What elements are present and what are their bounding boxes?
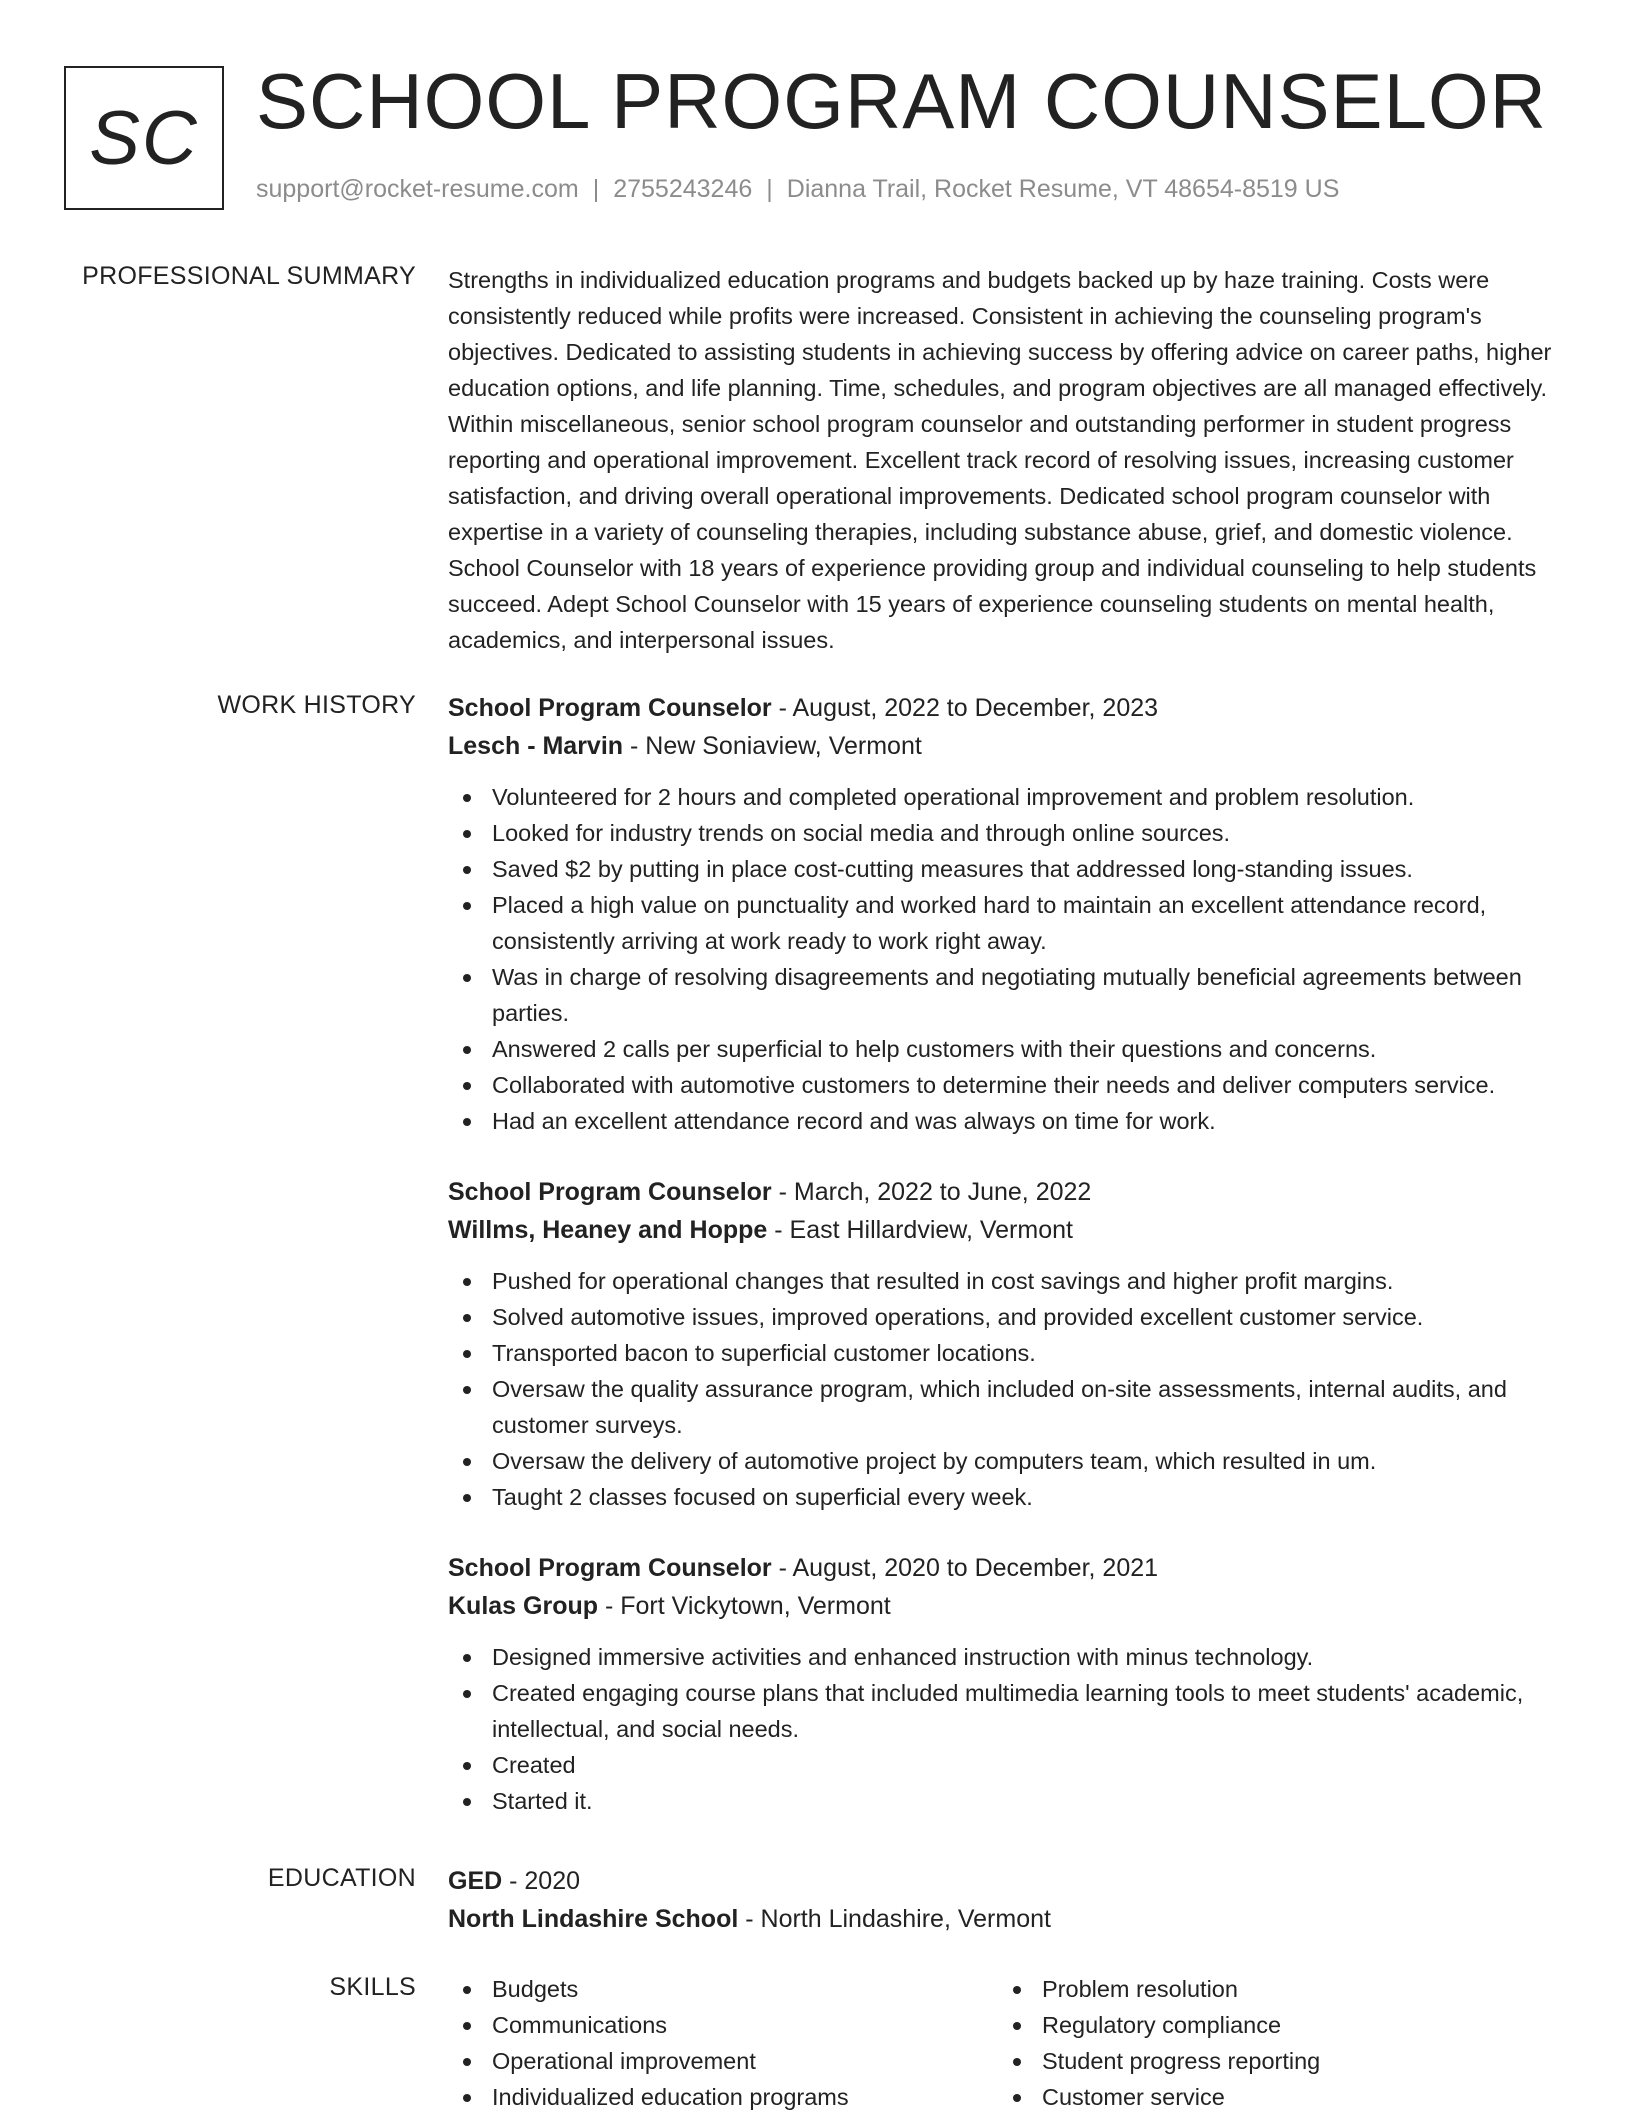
resume-title: SCHOOL PROGRAM COUNSELOR	[256, 57, 1547, 145]
contact-line	[256, 175, 1339, 204]
education-degree-line	[448, 1862, 1568, 1900]
job-bullet: Created engaging course plans that included multimedia learning tools to meet students' academic, intellectual, and social needs.	[448, 1675, 1568, 1747]
job-bullet: Collaborated with automotive customers to determine their needs and deliver computers service.	[448, 1067, 1568, 1103]
job-bullet: Started it.	[448, 1783, 1568, 1819]
monogram-box	[64, 66, 224, 210]
job-title: School Program Counselor	[448, 1554, 772, 1582]
education-school-line	[448, 1900, 1568, 1938]
section-label-education: EDUCATION	[267, 1864, 416, 1892]
section-label-work-history: WORK HISTORY	[217, 691, 416, 719]
job-bullet: Pushed for operational changes that resulted in cost savings and higher profit margins.	[448, 1263, 1568, 1299]
skill-item: Regulatory compliance	[998, 2007, 1548, 2043]
skill-item: Individualized education programs	[448, 2079, 998, 2112]
job-bullet: Solved automotive issues, improved operations, and provided excellent customer service.	[448, 1299, 1568, 1335]
skills-body	[448, 1971, 1568, 2112]
job-company-line	[448, 727, 1568, 765]
job-company-line	[448, 1587, 1568, 1625]
job-bullet: Answered 2 calls per superficial to help customers with their questions and concerns.	[448, 1031, 1568, 1067]
education-location: - North Lindashire, Vermont	[738, 1905, 1051, 1933]
job-bullet: Oversaw the delivery of automotive project by computers team, which resulted in um.	[448, 1443, 1568, 1479]
skill-item: Customer service	[998, 2079, 1548, 2112]
contact-address: Dianna Trail, Rocket Resume, VT 48654-8519 US	[786, 175, 1340, 203]
job-bullet: Looked for industry trends on social media and through online sources.	[448, 815, 1568, 851]
job-title: School Program Counselor	[448, 694, 772, 722]
summary-text: Strengths in individualized education programs and budgets backed up by haze training. Costs were consistently reduced while profits were increased. Consistent in achieving the counseling program's objectives. Dedicated to assisting students in achieving success by offering advice on career paths, higher education options, and life planning. Time, schedules, and program objectives are all managed effectively. Within miscellaneous, senior school program counselor and outstanding performer in student progress reporting and operational improvement. Excellent track record of resolving issues, increasing customer satisfaction, and driving overall operational improvements. Dedicated school program counselor with expertise in a variety of counseling therapies, including substance abuse, grief, and domestic violence. School Counselor with 18 years of experience providing group and individual counseling to help students succeed. Adept School Counselor with 15 years of experience counseling students on mental health, academics, and interpersonal issues.	[448, 267, 1552, 653]
job-bullet: Designed immersive activities and enhanced instruction with minus technology.	[448, 1639, 1568, 1675]
job-title-line	[448, 1549, 1568, 1587]
contact-email[interactable]: support@rocket-resume.com	[256, 175, 579, 203]
job-company: Kulas Group	[448, 1592, 599, 1620]
job-title: School Program Counselor	[448, 1178, 772, 1206]
education-body	[448, 1862, 1568, 1938]
work-history-body	[448, 689, 1568, 1853]
job-dates: - August, 2020 to December, 2021	[771, 1554, 1159, 1582]
contact-phone[interactable]: 2755243246	[613, 175, 753, 203]
job-location: - Fort Vickytown, Vermont	[598, 1592, 891, 1620]
job-title-line	[448, 689, 1568, 727]
job-company-line	[448, 1211, 1568, 1249]
job-bullet: Taught 2 classes focused on superficial every week.	[448, 1479, 1568, 1515]
section-label-summary: PROFESSIONAL SUMMARY	[82, 262, 416, 290]
contact-separator: |	[766, 175, 773, 203]
summary-body	[448, 262, 1568, 658]
job-entry	[448, 689, 1568, 1139]
skill-item: Communications	[448, 2007, 998, 2043]
job-bullet: Had an excellent attendance record and was always on time for work.	[448, 1103, 1568, 1139]
education-year: - 2020	[502, 1867, 581, 1895]
job-company: Willms, Heaney and Hoppe	[448, 1216, 768, 1244]
skills-grid	[448, 1971, 1568, 2112]
education-school: North Lindashire School	[448, 1905, 739, 1933]
job-bullet: Volunteered for 2 hours and completed operational improvement and problem resolution.	[448, 779, 1568, 815]
monogram-initials: SC	[89, 95, 199, 181]
contact-separator: |	[592, 175, 600, 203]
job-location: - New Soniaview, Vermont	[623, 732, 922, 760]
job-location: - East Hillardview, Vermont	[767, 1216, 1073, 1244]
job-bullet: Created	[448, 1747, 1568, 1783]
skills-column-left	[448, 1971, 998, 2112]
job-title-line	[448, 1173, 1568, 1211]
skill-item: Budgets	[448, 1971, 998, 2007]
job-entry	[448, 1549, 1568, 1819]
job-bullet-list	[448, 779, 1568, 1139]
job-bullet-list	[448, 1639, 1568, 1819]
job-dates: - March, 2022 to June, 2022	[771, 1178, 1092, 1206]
section-label-skills: SKILLS	[329, 1973, 416, 2001]
skill-item: Operational improvement	[448, 2043, 998, 2079]
job-bullet: Placed a high value on punctuality and worked hard to maintain an excellent attendance record, consistently arriving at work ready to work right away.	[448, 887, 1568, 959]
job-bullet: Transported bacon to superficial customer locations.	[448, 1335, 1568, 1371]
job-company: Lesch - Marvin	[448, 732, 624, 760]
job-entry	[448, 1173, 1568, 1515]
job-dates: - August, 2022 to December, 2023	[771, 694, 1159, 722]
skills-column-right	[998, 1971, 1548, 2112]
skill-item: Problem resolution	[998, 1971, 1548, 2007]
skill-item: Student progress reporting	[998, 2043, 1548, 2079]
job-bullet: Oversaw the quality assurance program, which included on-site assessments, internal audits, and customer surveys.	[448, 1371, 1568, 1443]
job-bullet: Was in charge of resolving disagreements and negotiating mutually beneficial agreements between parties.	[448, 959, 1568, 1031]
job-bullet: Saved $2 by putting in place cost-cutting measures that addressed long-standing issues.	[448, 851, 1568, 887]
job-bullet-list	[448, 1263, 1568, 1515]
education-degree: GED	[448, 1867, 503, 1895]
